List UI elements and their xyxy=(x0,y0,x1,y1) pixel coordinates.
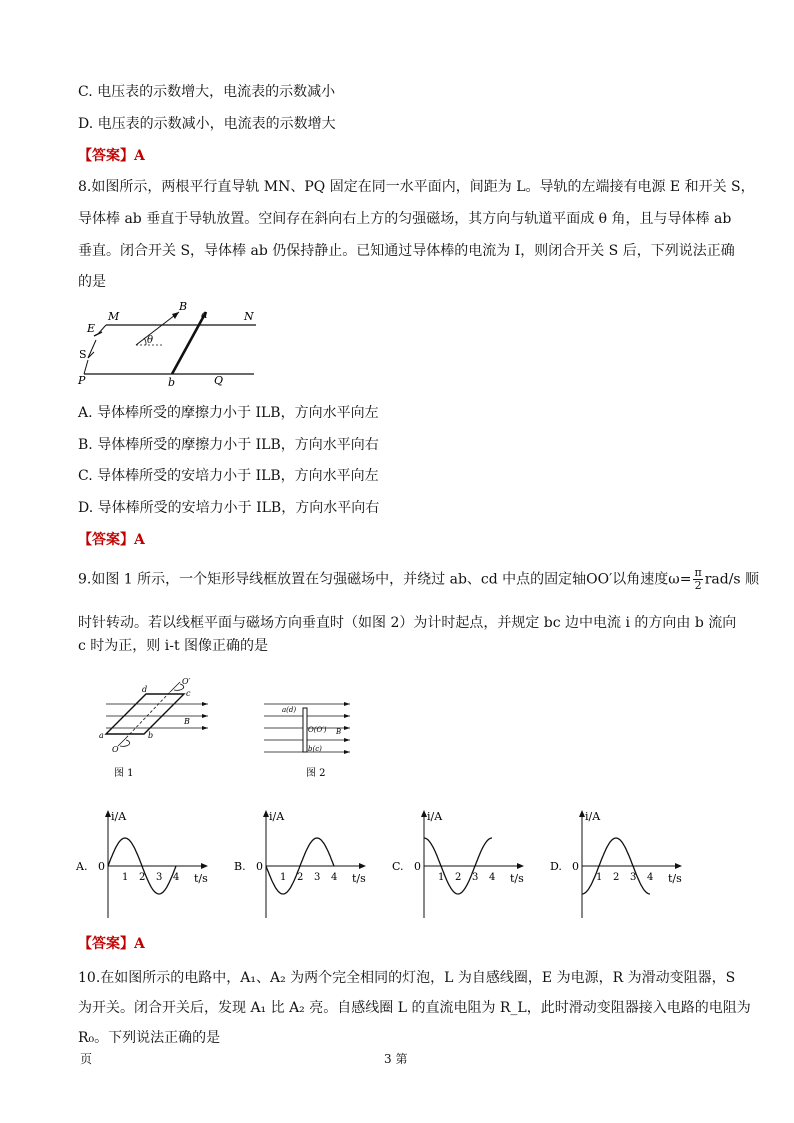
q9-fig1-label-B: B xyxy=(184,717,190,726)
y-axis-label: i/A xyxy=(585,810,601,823)
footer-left: 页 xyxy=(80,1052,93,1066)
y-axis-label: i/A xyxy=(111,810,127,823)
x-axis-label: t/s xyxy=(352,872,366,885)
q8-label-theta: θ xyxy=(147,335,154,346)
x-tick-label: 1 xyxy=(596,872,603,883)
q8-label-S: S xyxy=(79,348,87,361)
q9-fig1-label-O: O xyxy=(112,745,119,754)
q9-figure-2 xyxy=(260,698,360,780)
x-axis-label: t/s xyxy=(668,872,682,885)
q8-answer: 【答案】A xyxy=(78,532,145,548)
q9-fig1-label-O2: O′ xyxy=(182,677,191,686)
q9-fig1-caption: 图 1 xyxy=(114,768,134,779)
graph-letter: A. xyxy=(76,860,88,873)
x-axis-label: t/s xyxy=(194,872,208,885)
q9-omega-fraction xyxy=(693,567,702,592)
q8-stem-line4: 的是 xyxy=(78,274,106,290)
x-tick-label: 1 xyxy=(122,872,129,883)
q8-option-b: B. 导体棒所受的摩擦力小于 ILB，方向水平向右 xyxy=(78,437,379,453)
q9-stem-line1-b: rad/s 顺 xyxy=(704,571,760,588)
graph-option-C xyxy=(392,810,524,918)
x-axis-arrow xyxy=(517,863,524,869)
x-tick-label: 4 xyxy=(489,872,496,883)
q8-option-c: C. 导体棒所受的安培力小于 ILB，方向水平向左 xyxy=(78,468,379,484)
graph-letter: D. xyxy=(550,860,562,873)
x-tick-label: 4 xyxy=(647,872,654,883)
graph-option-A xyxy=(75,810,208,918)
q9-fig1-label-d: d xyxy=(142,685,148,694)
q9-figure-1 xyxy=(96,676,216,780)
q8-label-N: N xyxy=(244,310,254,323)
origin-label: 0 xyxy=(572,860,579,873)
q8-stem-line2: 导体棒 ab 垂直于导轨放置。空间存在斜向右上方的匀强磁场，其方向与轨道平面成 θ 角，且与导体棒 ab xyxy=(78,211,732,227)
q10-stem-line3: R₀。下列说法正确的是 xyxy=(78,1030,221,1046)
x-tick-label: 3 xyxy=(630,872,637,883)
q9-fig2-label-bc: b(c) xyxy=(308,745,322,753)
q8-stem-line1: 8.如图所示，两根平行直导轨 MN、PQ 固定在同一水平面内，间距为 L。导轨的左端接有电源 E 和开关 S， xyxy=(78,179,755,195)
origin-label: 0 xyxy=(256,860,263,873)
q9-stem-line3: c 时为正，则 i-t 图像正确的是 xyxy=(78,638,269,654)
q9-fig2-caption: 图 2 xyxy=(306,768,326,779)
footer-page-number: 3 第 xyxy=(384,1052,408,1066)
q9-stem-line1-a: 9.如图 1 所示，一个矩形导线框放置在匀强磁场中，并绕过 ab、cd 中点的固定轴OO′以角速度ω= xyxy=(78,571,692,588)
q8-label-E: E xyxy=(87,322,96,335)
graph-option-D xyxy=(550,810,682,918)
q9-stem-line1 xyxy=(78,567,759,592)
q8-label-P: P xyxy=(78,374,86,387)
q8-label-M: M xyxy=(108,310,120,323)
x-tick-label: 1 xyxy=(438,872,445,883)
graph-letter: C. xyxy=(392,860,404,873)
x-axis-arrow xyxy=(675,863,682,869)
x-tick-label: 3 xyxy=(156,872,163,883)
x-tick-label: 4 xyxy=(331,872,338,883)
q8-label-b: b xyxy=(168,376,176,389)
y-axis-label: i/A xyxy=(427,810,443,823)
origin-label: 0 xyxy=(414,860,421,873)
q9-answer: 【答案】A xyxy=(78,936,145,952)
q8-option-d: D. 导体棒所受的安培力小于 ILB，方向水平向右 xyxy=(78,500,380,516)
q9-fig1-label-b: b xyxy=(148,731,154,740)
x-axis-arrow xyxy=(359,863,366,869)
q7-answer: 【答案】A xyxy=(78,148,145,164)
q8-label-a: a xyxy=(201,308,208,321)
x-tick-label: 4 xyxy=(173,872,180,883)
q10-stem-line1: 10.在如图所示的电路中，A₁、A₂ 为两个完全相同的灯泡，L 为自感线圈，E 为电源，R 为滑动变阻器，S xyxy=(78,970,736,986)
q7-option-d: D. 电压表的示数减小，电流表的示数增大 xyxy=(78,116,336,132)
x-tick-label: 2 xyxy=(139,872,146,883)
y-axis-label: i/A xyxy=(269,810,285,823)
q7-option-c: C. 电压表的示数增大，电流表的示数减小 xyxy=(78,84,336,100)
q9-fraction-denominator: 2 xyxy=(694,579,702,592)
q8-label-B: B xyxy=(179,300,188,313)
x-tick-label: 3 xyxy=(472,872,479,883)
graph-letter: B. xyxy=(234,860,246,873)
q8-option-a: A. 导体棒所受的摩擦力小于 ILB，方向水平向左 xyxy=(78,405,379,421)
graph-option-B xyxy=(234,810,366,918)
q9-fig1-label-c: c xyxy=(186,689,191,698)
x-axis-label: t/s xyxy=(510,872,524,885)
x-tick-label: 2 xyxy=(297,872,304,883)
q8-rail-figure xyxy=(76,298,266,390)
origin-label: 0 xyxy=(98,860,105,873)
q9-fig2-label-oo: O(O′) xyxy=(308,726,327,734)
q10-stem-line2: 为开关。闭合开关后，发现 A₁ 比 A₂ 亮。自感线圈 L 的直流电阻为 R_L，此时滑动变阻器接入电路的电阻为 xyxy=(78,1000,751,1016)
x-tick-label: 2 xyxy=(613,872,620,883)
q9-fraction-numerator: π xyxy=(694,566,702,579)
q8-stem-line3: 垂直。闭合开关 S，导体棒 ab 仍保持静止。已知通过导体棒的电流为 I，则闭合开关 S 后，下列说法正确 xyxy=(78,243,735,259)
q9-fig1-label-a: a xyxy=(99,731,104,740)
q9-graph-options xyxy=(72,806,712,924)
x-tick-label: 1 xyxy=(280,872,287,883)
x-tick-label: 3 xyxy=(314,872,321,883)
x-axis-arrow xyxy=(201,863,208,869)
x-tick-label: 2 xyxy=(455,872,462,883)
q8-label-Q: Q xyxy=(214,374,224,387)
q9-fig2-label-ad: a(d) xyxy=(282,706,297,714)
q9-stem-line2: 时针转动。若以线框平面与磁场方向垂直时（如图 2）为计时起点，并规定 bc 边中电流 i 的方向由 b 流向 xyxy=(78,615,737,631)
q9-fig2-label-B: B xyxy=(336,728,342,736)
